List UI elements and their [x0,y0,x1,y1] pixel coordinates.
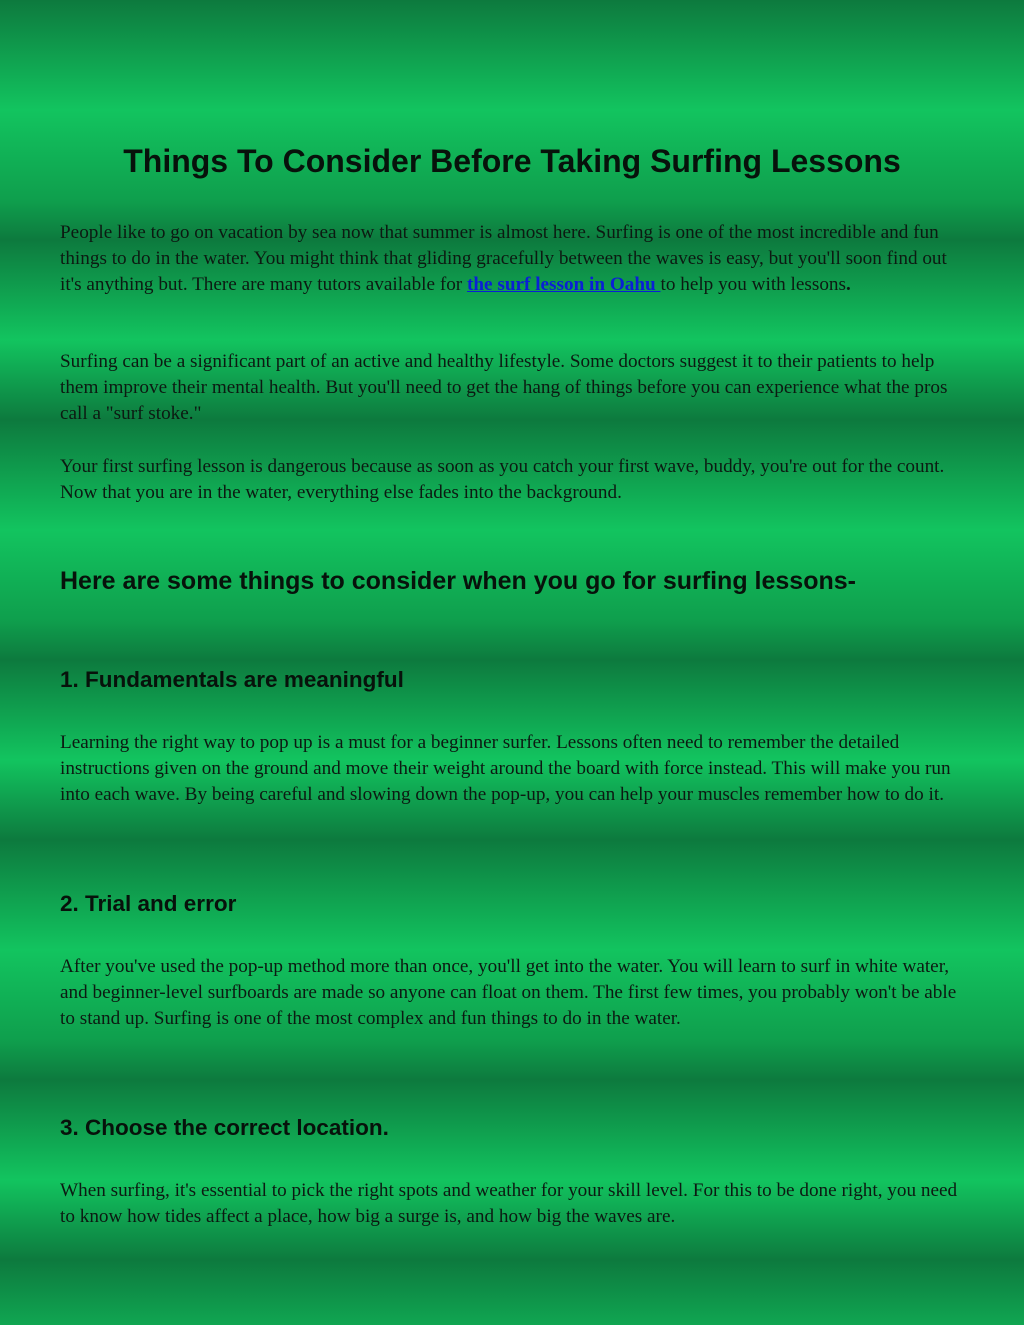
page-title: Things To Consider Before Taking Surfing Lessons [123,143,901,179]
intro-text-before-link: People like to go on vacation by sea now that summer is almost here. Surfing is one of the most incredible and fun things to do in the water. You might think that gliding gracefully between the waves is easy, but you'll soon find out it's anything but. There are many tutors available for [60,222,947,296]
intro-period: . [846,274,851,296]
section-heading-trial-and-error: 2. Trial and error [60,891,237,916]
section-heading-location: 3. Choose the correct location. [60,1115,389,1140]
surf-lesson-oahu-link[interactable]: the surf lesson in Oahu [467,274,661,296]
intro-paragraph-2: Surfing can be a significant part of an active and healthy lifestyle. Some doctors suggest it to their patients to help them improve their mental health. But you'll need to get the hang of things before you can experience what the pros call a "surf stoke." [60,351,948,425]
things-to-consider-subheading: Here are some things to consider when you go for surfing lessons- [60,567,856,595]
section-body-trial-and-error: After you've used the pop-up method more than once, you'll get into the water. You will learn to surf in white water, and beginner-level surfboards are made so anyone can float on them. The first few times, you probably won't be able to stand up. Surfing is one of the most complex and fun things to do in the water. [60,956,957,1030]
intro-text-after-link: to help you with lessons [660,274,846,296]
section-body-location: When surfing, it's essential to pick the right spots and weather for your skill level. For this to be done right, you need to know how tides affect a place, how big a surge is, and how big the waves are. [60,1180,958,1228]
intro-paragraph-1 [60,220,964,299]
section-body-fundamentals: Learning the right way to pop up is a must for a beginner surfer. Lessons often need to remember the detailed instructions given on the ground and move their weight around the board with force instead. This will make you run into each wave. By being careful and slowing down the pop-up, you can help your muscles remember how to do it. [60,732,951,806]
section-heading-fundamentals: 1. Fundamentals are meaningful [60,667,404,692]
intro-paragraph-3: Your first surfing lesson is dangerous because as soon as you catch your first wave, buddy, you're out for the count. Now that you are in the water, everything else fades into the background. [60,456,945,504]
